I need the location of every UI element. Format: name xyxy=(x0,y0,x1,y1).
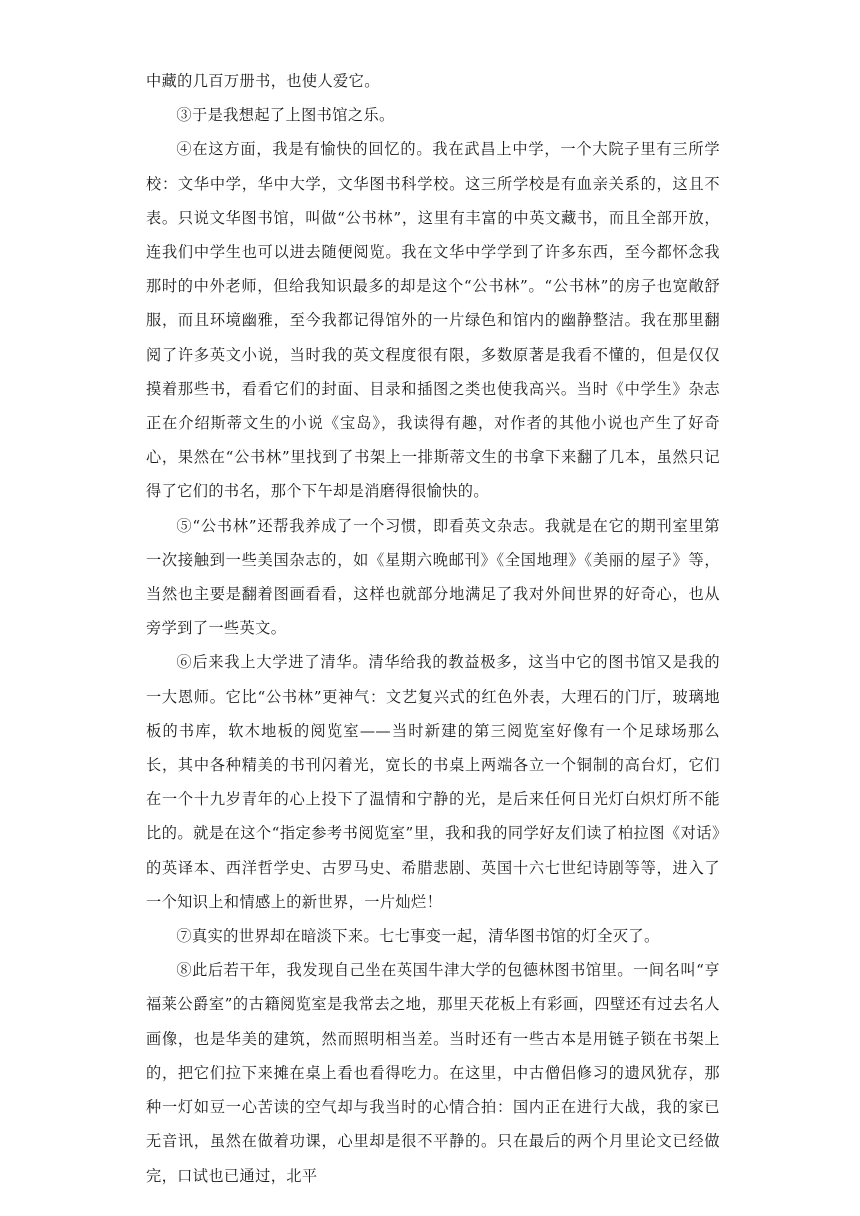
paragraph: ④在这方面，我是有愉快的回忆的。我在武昌上中学，一个大院子里有三所学校：文华中学，华中大学，文华图书科学校。这三所学校是有血亲关系的，这且不表。只说文华图书馆，叫做“公书林”，这里有丰富的中英文藏书，而且全部开放，连我们中学生也可以进去随便阅览。我在文华中学学到了许多东西，至今都怀念我那时的中外老师，但给我知识最多的却是这个“公书林”。“公书林”的房子也宽敞舒服，而且环境幽雅，至今我都记得馆外的一片绿色和馆内的幽静整洁。我在那里翻阅了许多英文小说，当时我的英文程度很有限，多数原著是我看不懂的，但是仅仅摸着那些书，看看它们的封面、目录和插图之类也使我高兴。当时《中学生》杂志正在介绍斯蒂文生的小说《宝岛》，我读得有趣，对作者的其他小说也产生了好奇心，果然在“公书林”里找到了书架上一排斯蒂文生的书拿下来翻了几本，虽然只记得了它们的书名，那个下午却是消磨得很愉快的。 xyxy=(146,140,720,501)
paragraph: ③于是我想起了上图书馆之乐。 xyxy=(176,106,395,125)
paragraph: ⑥后来我上大学进了清华。清华给我的教益极多，这当中它的图书馆又是我的一大恩师。它比“公书林”更神气：文艺复兴式的红色外表，大理石的门厅，玻璃地板的书库，软木地板的阅览室——当时新建的第三阅览室好像有一个足球场那么长，其中各种精美的书刊闪着光，宽长的书桌上两端各立一个铜制的高台灯，它们在一个十九岁青年的心上投下了温情和宁静的光，是后来任何日光灯白炽灯所不能比的。就是在这个“指定参考书阅览室”里，我和我的同学好友们读了柏拉图《对话》的英译本、西洋哲学史、古罗马史、希腊悲剧、英国十六七世纪诗剧等等，进入了一个知识上和情感上的新世界，一片灿烂！ xyxy=(146,653,720,911)
paragraph: ⑤“公书林”还帮我养成了一个习惯，即看英文杂志。我就是在它的期刊室里第一次接触到一些美国杂志的，如《星期六晚邮刊》《全国地理》《美丽的屋子》等，当然也主要是翻着图画看看，这样也就部分地满足了我对外间世界的好奇心，也从旁学到了一些英文。 xyxy=(146,516,720,638)
paragraph: 中藏的几百万册书，也使人爱它。 xyxy=(146,72,380,90)
paragraph: ⑧此后若干年，我发现自己坐在英国牛津大学的包德林图书馆里。一间名叫“亨福莱公爵室”的古籍阅览室是我常去之地，那里天花板上有彩画，四壁还有过去名人画像，也是华美的建筑，然而照明相当差。当时还有一些古本是用链子锁在书架上的，把它们拉下来摊在桌上看也看得吃力。在这里，中古僧侣修习的遗风犹存，那种一灯如豆一心苦读的空气却与我当时的心情合拍：国内正在进行大战，我的家已无音讯，虽然在做着功课，心里却是很不平静的。只在最后的两个月里论文已经做完，口试也已通过，北平 xyxy=(146,961,720,1185)
paragraph: ⑦真实的世界却在暗淡下来。七七事变一起，清华图书馆的灯全灭了。 xyxy=(176,927,660,946)
